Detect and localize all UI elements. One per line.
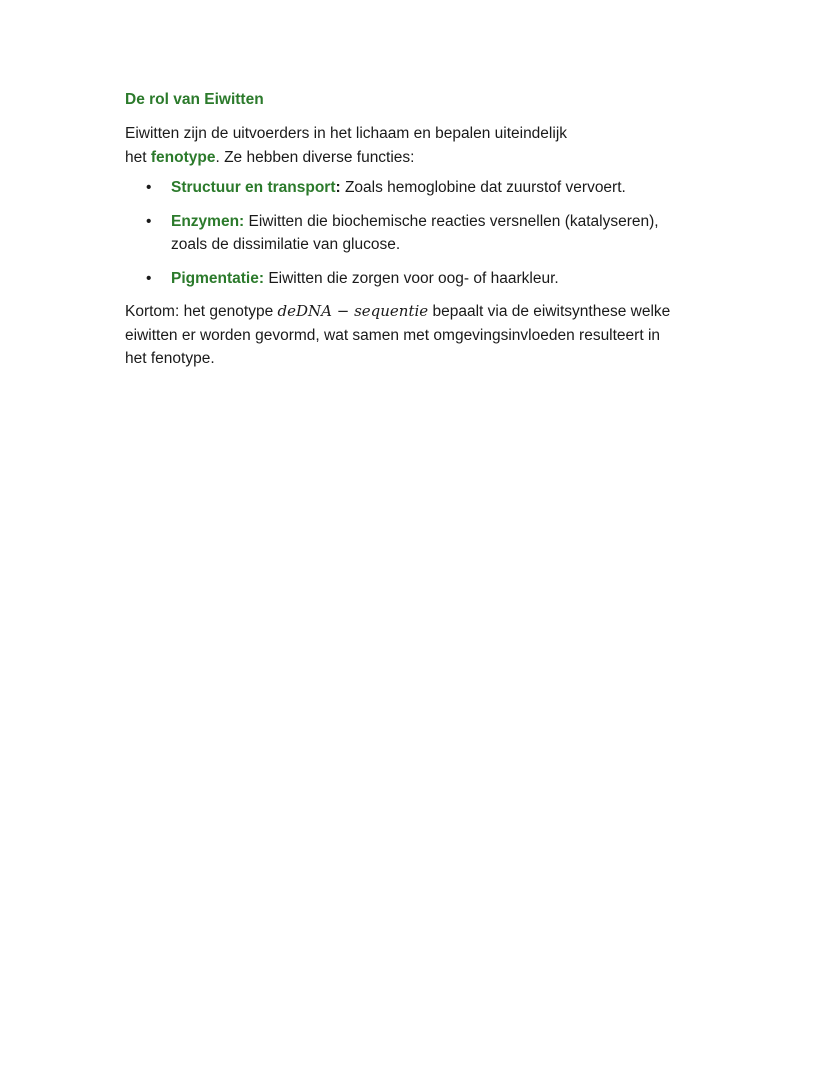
- list-item-label: Structuur en transport: [171, 179, 336, 196]
- intro-text-2: het: [125, 148, 151, 166]
- list-item-structure: [125, 176, 685, 200]
- list-item-label: Pigmentatie:: [171, 269, 265, 287]
- list-item-text: Eiwitten die zorgen voor oog- of haarkleur.: [264, 269, 559, 287]
- summary-text-2: bepaalt via de eiwitsynthese welke eiwitten er worden gevormd, wat samen met omgevingsinvloeden resulteert in het fenotype.: [125, 303, 671, 367]
- section-heading: De rol van Eiwitten: [125, 91, 264, 108]
- bullet-icon: •: [146, 269, 152, 287]
- summary-paragraph: [125, 300, 685, 371]
- bullet-icon: •: [146, 212, 152, 230]
- intro-paragraph: [125, 122, 685, 169]
- list-item-pigmentation: [125, 267, 685, 291]
- list-item-label: Enzymen:: [171, 212, 245, 230]
- bullet-icon: •: [146, 179, 152, 196]
- intro-text-3: . Ze hebben diverse functies:: [215, 148, 415, 166]
- list-item-label-suffix: :: [335, 179, 341, 196]
- intro-text-1: Eiwitten zijn de uitvoerders in het lichaam en bepalen uiteindelijk: [125, 125, 568, 142]
- list-item-text: Zoals hemoglobine dat zuurstof vervoert.: [340, 179, 626, 196]
- list-item-text: Eiwitten die biochemische reacties versnellen (katalyseren), zoals de dissimilatie van glucose.: [171, 212, 659, 253]
- summary-text-1: Kortom: het genotype: [125, 303, 278, 320]
- functions-list: [125, 176, 685, 290]
- list-item-enzymes: [125, 210, 685, 257]
- fenotype-highlight: fenotype: [150, 148, 216, 166]
- math-expression: deDNA − sequentie: [277, 302, 429, 320]
- document-page: [125, 89, 685, 371]
